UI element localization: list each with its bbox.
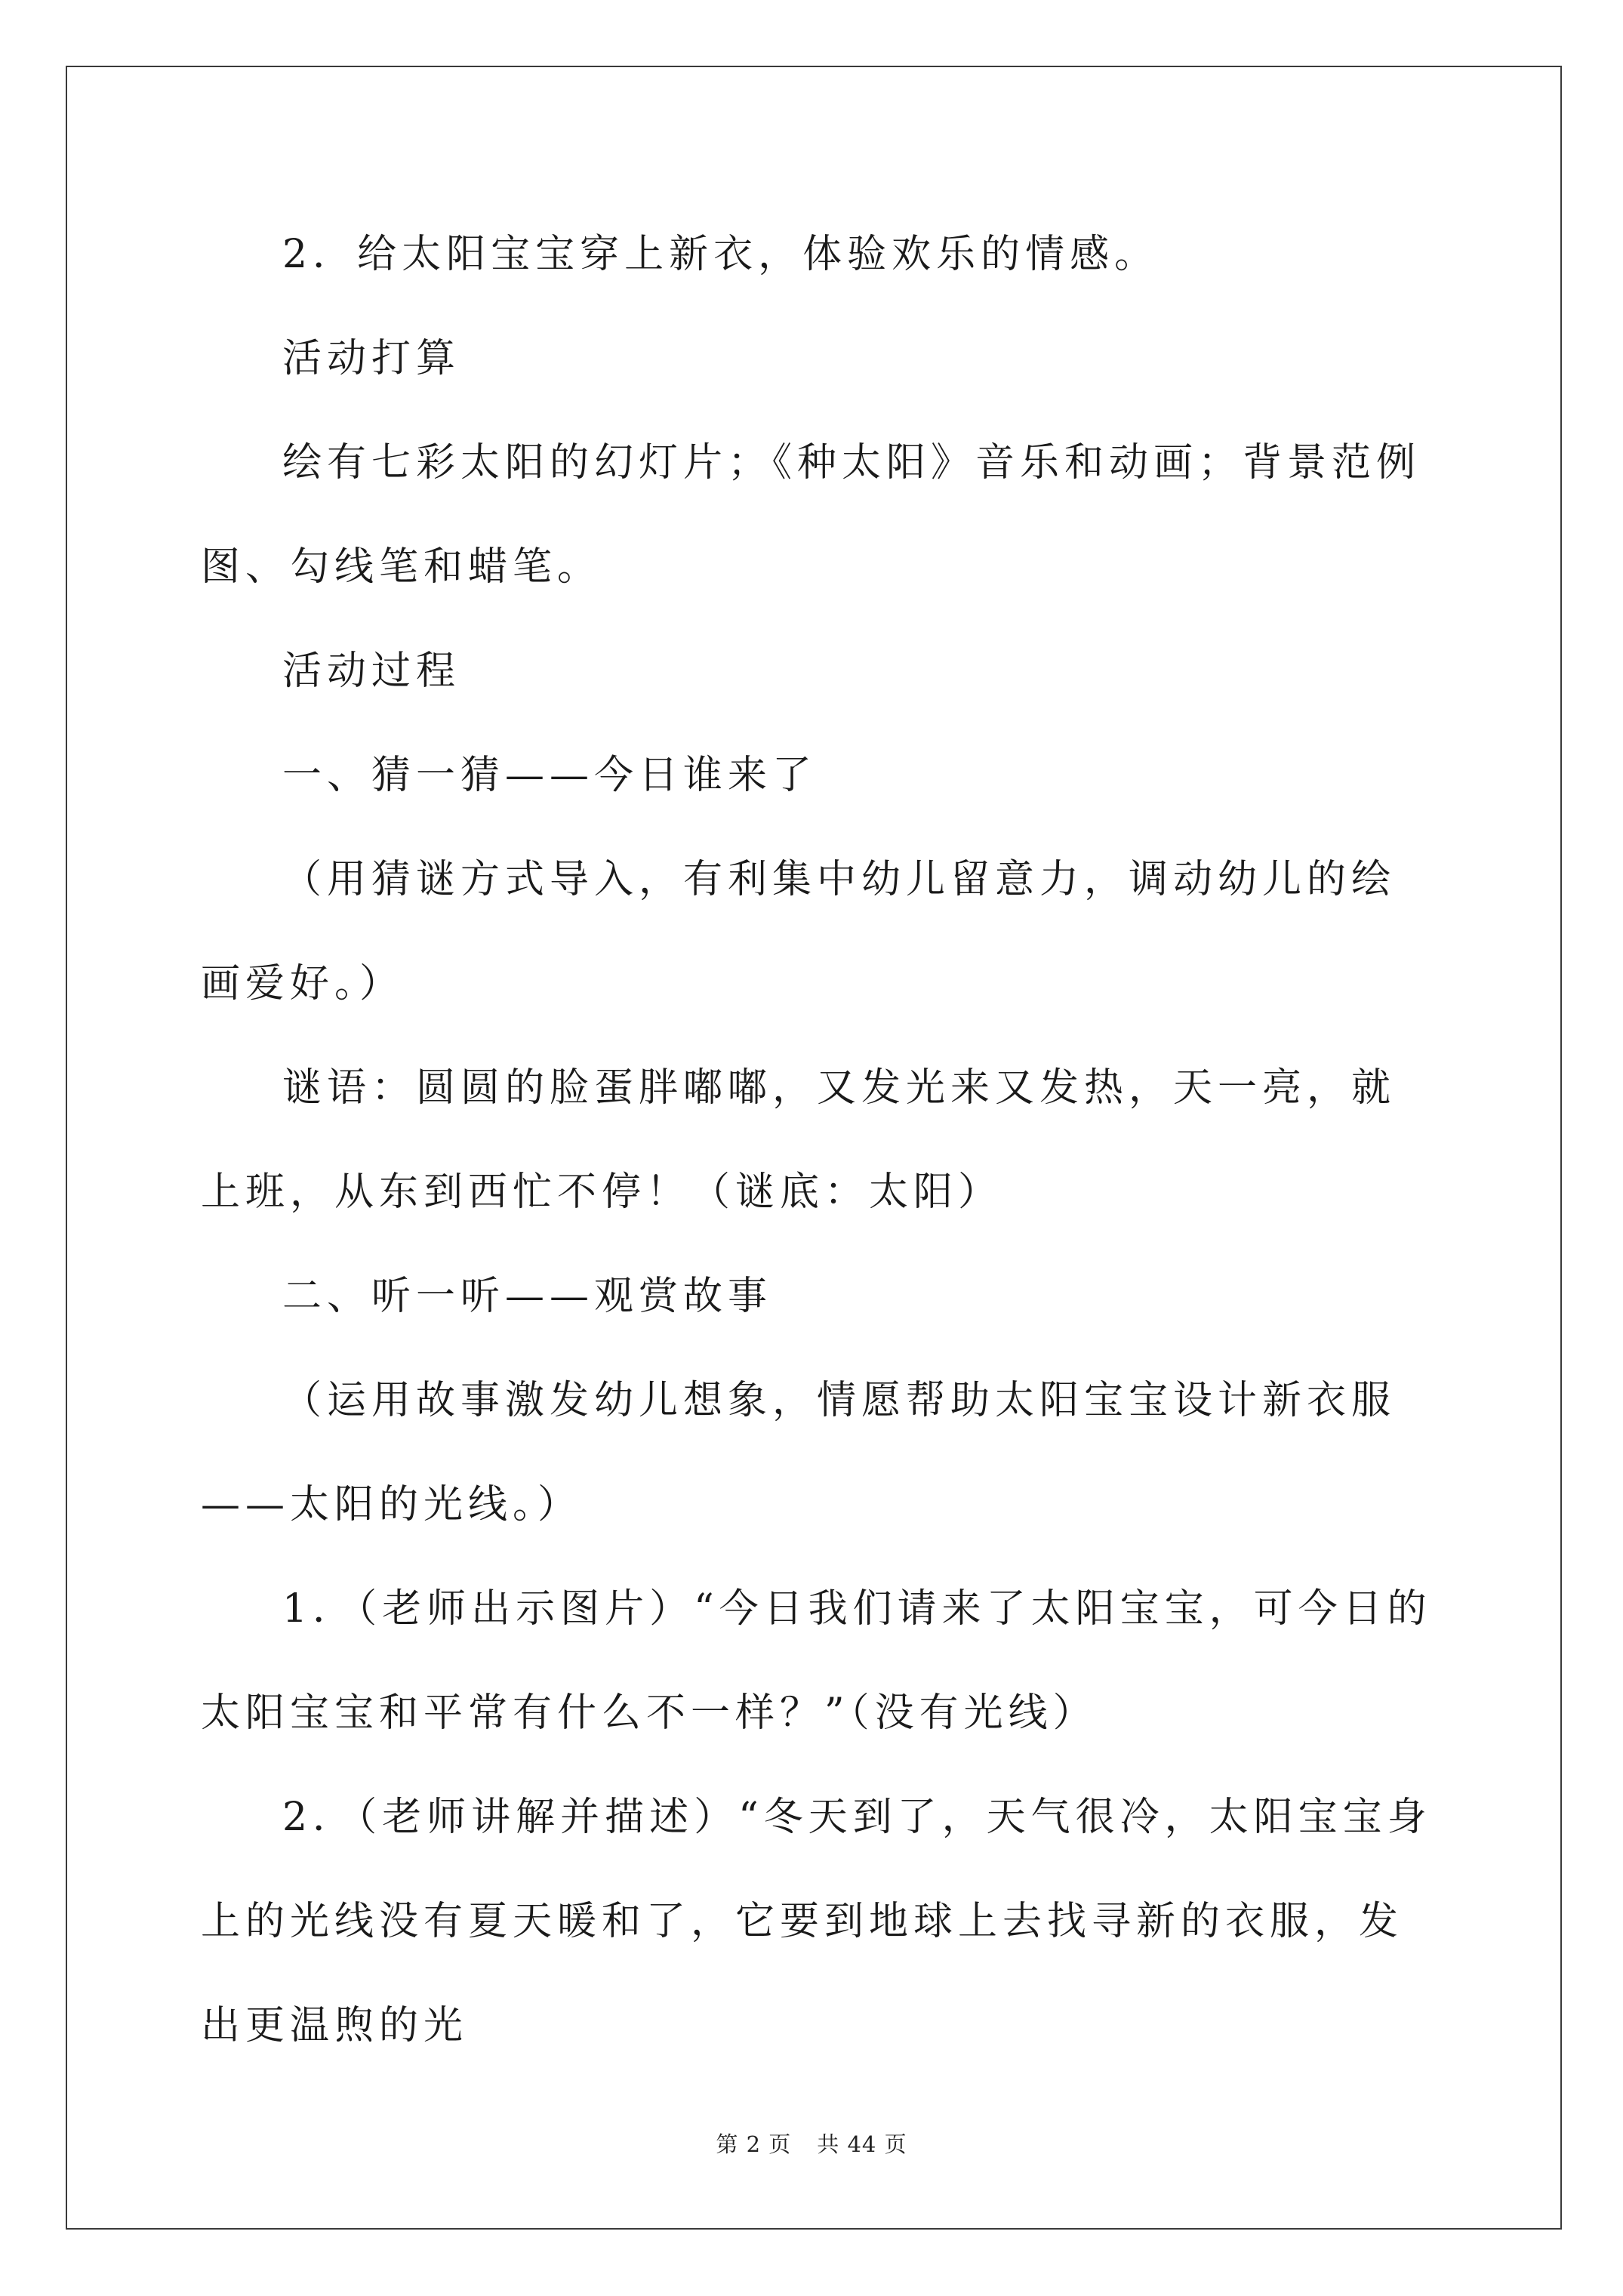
paragraph-step-2: 2．（老师讲解并描述）“冬天到了，天气很冷，太阳宝宝身上的光线没有夏天暖和了，它要到地球上去找寻新的衣服，发出更温煦的光 [201,1795,1432,2048]
section-heading-listen: 二、听一听——观赏故事 [282,1274,773,1319]
paragraph-goal-2: 2．给太阳宝宝穿上新衣，体验欢乐的情感。 [282,232,1160,277]
document-body [201,202,1439,2078]
heading-process: 活动过程 [282,649,461,694]
paragraph-materials: 绘有七彩太阳的幻灯片；《种太阳》音乐和动画；背景范例图、勾线笔和蜡笔。 [201,440,1421,590]
paragraph-listen-note: （运用故事激发幼儿想象，情愿帮助太阳宝宝设计新衣服——太阳的光线。） [201,1378,1397,1527]
paragraph-guess-note: （用猜谜方式导入，有利集中幼儿留意力，调动幼儿的绘画爱好。） [201,857,1397,1006]
heading-preparation: 活动打算 [282,336,461,381]
page-footer [0,2128,1623,2159]
page-number: 第 2 页 [716,2131,792,2157]
section-heading-guess: 一、猜一猜——今日谁来了 [282,753,818,798]
page-total: 共 44 页 [817,2131,907,2157]
paragraph-riddle: 谜语：圆圆的脸蛋胖嘟嘟，又发光来又发热，天一亮，就上班，从东到西忙不停！（谜底：太阳） [201,1065,1397,1215]
paragraph-step-1: 1．（老师出示图片）“今日我们请来了太阳宝宝，可今日的太阳宝宝和平常有什么不一样？”（没有光线） [201,1586,1432,1736]
